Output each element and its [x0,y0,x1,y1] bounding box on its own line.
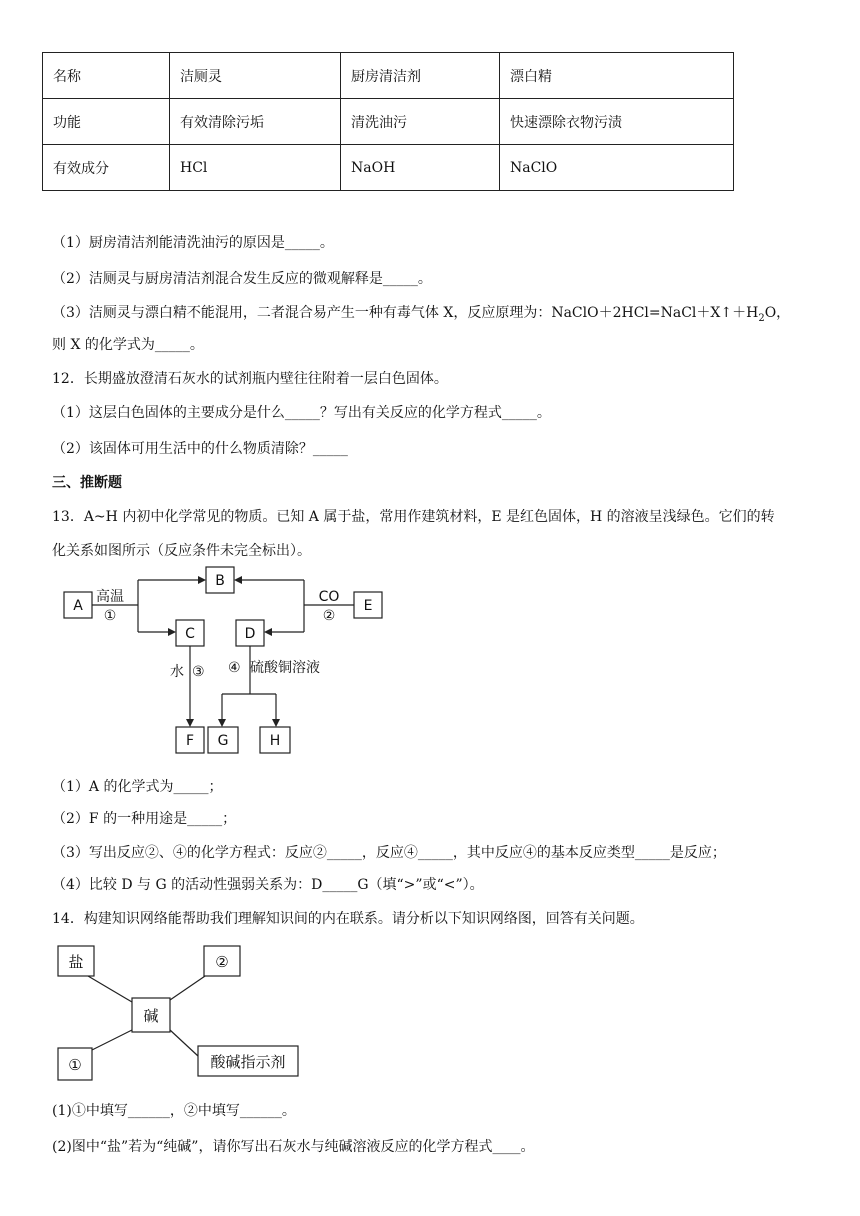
label-two: ② [215,953,229,971]
condition-label: 高温 [96,589,124,605]
connector-line [88,976,132,1002]
label-c: C [185,626,195,642]
connector-line [92,1030,132,1050]
condition-label: 水 [170,664,184,680]
label-e: E [363,598,373,614]
reaction-number: ② [322,608,336,624]
q13-part2: （2）F 的一种用途是_____； [52,811,237,827]
label-one: ① [68,1056,82,1074]
connector-line [170,1030,198,1056]
reaction-number: ③ [192,664,205,680]
label-base: 碱 [143,1007,159,1025]
q14-part1: (1)①中填写______，②中填写______。 [52,1103,296,1119]
q11-part2: （2）洁厕灵与厨房清洁剂混合发生反应的微观解释是_____。 [52,271,432,287]
table-cell: 洁厕灵 [170,53,341,99]
arrowhead-icon [264,628,272,636]
table-cell: NaOH [341,145,500,191]
label-f: F [185,733,195,749]
table-cell: 有效清除污垢 [170,99,341,145]
reaction-number: ① [103,608,117,624]
q12-part2: （2）该固体可用生活中的什么物质清除？_____ [52,441,348,457]
connector-line [170,974,208,1000]
q11-part3-tail: O， [764,305,791,321]
table-cell: NaClO [500,145,734,191]
q11-part3-text: （3）洁厕灵与漂白精不能混用，二者混合易产生一种有毒气体 X，反应原理为：NaClO＋2HCl=NaCl＋X↑＋H [52,305,759,321]
label-d: D [244,626,256,642]
arrowhead-icon [168,628,176,636]
subscript: 2 [758,312,765,324]
q13-part3: （3）写出反应②、④的化学方程式：反应②_____，反应④_____，其中反应④的基本反应类型_____是反应； [52,845,726,861]
reaction-number: ④ [228,660,241,676]
q14-stem: 14．构建知识网络能帮助我们理解知识间的内在联系。请分析以下知识网络图，回答有关问题。 [52,911,644,927]
label-h: H [269,733,281,749]
condition-label: 硫酸铜溶液 [250,660,320,676]
section-heading: 三、推断题 [52,475,122,491]
q13-stem: 13．A~H 内初中化学常见的物质。已知 A 属于盐，常用作建筑材料，E 是红色固体，H 的溶液呈浅绿色。它们的转 [52,509,775,525]
arrowhead-icon [272,719,280,727]
label-g: G [217,733,229,749]
table-cell: 有效成分 [43,145,170,191]
q14-part2: (2)图中“盐”若为“纯碱”，请你写出石灰水与纯碱溶液反应的化学方程式____。 [52,1139,535,1155]
q12-part1: （1）这层白色固体的主要成分是什么_____？写出有关反应的化学方程式_____。 [52,405,551,421]
table-cell: 快速漂除衣物污渍 [500,99,734,145]
table-cell: HCl [170,145,341,191]
table-cell: 功能 [43,99,170,145]
q11-part1: （1）厨房清洁剂能清洗油污的原因是_____。 [52,235,334,251]
arrowhead-icon [234,576,242,584]
label-indicator: 酸碱指示剂 [210,1053,286,1071]
arrowhead-icon [186,719,194,727]
table-cell: 清洗油污 [341,99,500,145]
label-b: B [215,573,225,589]
q13-part1: （1）A 的化学式为_____； [52,779,223,795]
table-cell: 厨房清洁剂 [341,53,500,99]
table-cell: 名称 [43,53,170,99]
label-a: A [73,598,83,614]
q11-part3-continued: 则 X 的化学式为_____。 [52,337,204,353]
q12-stem: 12．长期盛放澄清石灰水的试剂瓶内壁往往附着一层白色固体。 [52,371,448,387]
q13-part4: （4）比较 D 与 G 的活动性强弱关系为：D_____G（填“>”或“<”）。 [52,877,484,893]
arrowhead-icon [198,576,206,584]
q13-stem-continued: 化关系如图所示（反应条件未完全标出）。 [52,543,311,559]
label-salt: 盐 [68,953,84,971]
table-cell: 漂白精 [500,53,734,99]
arrowhead-icon [218,719,226,727]
condition-label: CO [318,589,340,605]
